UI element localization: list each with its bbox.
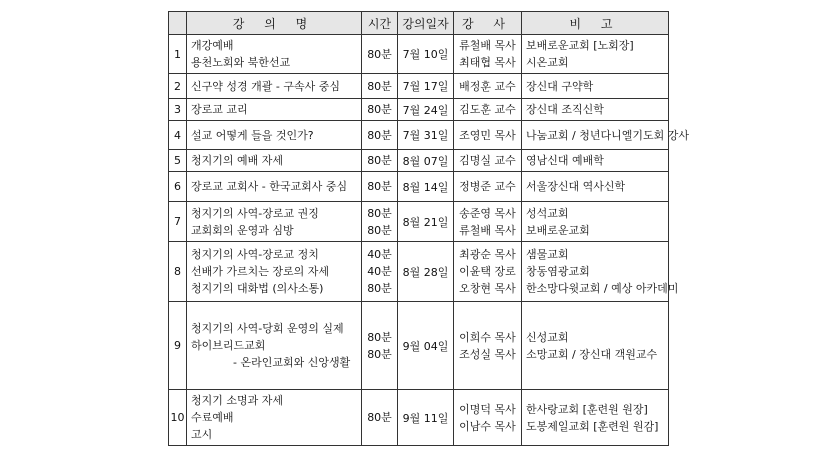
note-text-cell [522,35,669,74]
table-row [169,390,669,446]
lecture-time-cell [362,172,398,202]
lecturer-name: 류철배 목사 [459,223,516,237]
lecture-date: 8월 14일 [398,172,454,202]
lecture-time: 80분 [367,47,392,61]
note-text: 장신대 조직신학 [526,103,604,116]
lecture-time-cell [362,202,398,242]
lecture-title-cell [187,150,362,172]
row-number: 4 [169,121,187,150]
lecturer-name: 송준영 목사 [459,206,516,220]
lecture-time-cell [362,150,398,172]
lecturer-name-cell [454,99,522,121]
lecture-time-cell [362,242,398,302]
lecture-title: 설교 어떻게 들을 것인가? [191,128,314,142]
note-text: 한소망다윗교회 / 예상 아카데미 [526,282,679,295]
row-number: 6 [169,172,187,202]
table-row [169,242,669,302]
lecture-title: 수료예배 [191,411,234,424]
lecture-time: 40분 [367,265,392,278]
row-number: 8 [169,242,187,302]
lecturer-name: 이남수 목사 [459,419,516,433]
lecturer-name-cell [454,202,522,242]
lecture-time: 80분 [367,282,392,295]
lecture-time: 80분 [367,154,392,167]
lecturer-name: 최태협 목사 [459,56,516,69]
lecture-title: 교회회의 운영과 심방 [191,223,294,237]
lecturer-name: 조영민 목사 [459,128,516,142]
lecturer-name: 정병준 교수 [459,180,516,193]
lecture-title: 용천노회와 북한선교 [191,56,291,69]
lecture-time-cell [362,74,398,99]
lecture-time: 80분 [367,206,392,220]
lecture-title-cell [187,99,362,121]
header-lecturer: 강 사 [454,12,522,35]
lecture-date: 8월 07일 [398,150,454,172]
lecture-date: 8월 28일 [398,242,454,302]
lecturer-name: 배정훈 교수 [459,79,516,93]
lecture-title: 장로교 교회사 - 한국교회사 중심 [191,180,348,193]
lecture-title: 장로교 교리 [191,103,248,116]
lecture-time: 80분 [367,180,392,193]
table-row [169,202,669,242]
lecturer-name-cell [454,302,522,390]
lecture-time: 80분 [367,411,392,424]
note-text-cell [522,121,689,150]
lecture-date: 9월 11일 [398,390,454,446]
lecture-time: 80분 [367,103,392,116]
lecture-title: - 온라인교회와 신앙생활 [233,356,351,369]
note-text-cell [522,390,669,446]
note-text-cell [522,99,669,121]
table-row [169,99,669,121]
header-time: 시간 [362,12,398,35]
lecture-title: 청지기의 사역-장로교 정치 [191,248,319,261]
table-row [169,74,669,99]
schedule-table [168,11,689,446]
lecturer-name-cell [454,74,522,99]
header-date: 강의일자 [398,12,454,35]
note-text-cell [522,302,669,390]
note-text: 한사랑교회 [훈련원 원장] [526,402,648,416]
lecturer-name: 김도훈 교수 [459,103,516,116]
header-number [169,12,187,35]
lecture-title: 청지기의 사역-당회 운영의 실제 [191,322,344,335]
lecturer-name-cell [454,242,522,302]
lecture-title: 청지기의 사역-장로교 권징 [191,206,319,220]
lecture-time: 40분 [367,248,392,261]
lecture-title: 신구약 성경 개괄 - 구속사 중심 [191,79,340,93]
lecturer-name: 이희수 목사 [459,330,516,344]
lecture-date: 7월 24일 [398,99,454,121]
lecture-title: 청지기의 예배 자세 [191,154,284,167]
lecture-date: 7월 10일 [398,35,454,74]
lecturer-name: 이윤택 장로 [459,265,516,278]
note-text-cell [522,172,669,202]
note-text: 보배로운교회 [노회장] [526,39,634,52]
lecture-title-cell [187,390,362,446]
note-text-cell [522,242,679,302]
lecturer-name-cell [454,150,522,172]
lecture-title: 선배가 가르치는 장로의 자세 [191,265,330,278]
row-number: 7 [169,202,187,242]
lecturer-name-cell [454,121,522,150]
lecture-date: 8월 21일 [398,202,454,242]
lecture-title: 고시 [191,428,213,441]
note-text: 도봉제일교회 [훈련원 원감] [526,419,659,433]
lecture-time-cell [362,99,398,121]
lecture-title-cell [187,242,362,302]
lecturer-name-cell [454,172,522,202]
lecture-title: 청지기의 대화법 (의사소통) [191,282,324,295]
lecturer-name: 최광순 목사 [459,248,516,261]
row-number: 1 [169,35,187,74]
note-text: 서울장신대 역사신학 [526,180,626,193]
lecturer-name-cell [454,35,522,74]
lecture-title-cell [187,74,362,99]
lecture-date: 9월 04일 [398,302,454,390]
note-text: 샘물교회 [526,248,569,261]
lecturer-name: 조성실 목사 [459,347,516,361]
lecture-time-cell [362,35,398,74]
note-text: 장신대 구약학 [526,79,594,93]
lecturer-name: 김명실 교수 [459,154,516,167]
note-text-cell [522,150,669,172]
note-text: 소망교회 / 장신대 객원교수 [526,347,658,361]
lecture-time: 80분 [367,223,392,237]
row-number: 3 [169,99,187,121]
row-number: 5 [169,150,187,172]
note-text-cell [522,202,669,242]
lecture-time-cell [362,302,398,390]
row-number: 2 [169,74,187,99]
note-text: 성석교회 [526,206,569,220]
lecturer-name: 이명덕 목사 [459,402,516,416]
note-text: 나눔교회 / 청년다니엘기도회 강사 [526,128,689,142]
lecture-time-cell [362,121,398,150]
note-text: 시온교회 [526,56,569,69]
lecture-date: 7월 17일 [398,74,454,99]
lecture-title: 청지기 소명과 자세 [191,394,284,407]
lecture-title-cell [187,302,362,390]
lecture-time-cell [362,390,398,446]
lecture-title-cell [187,35,362,74]
lecture-title: 개강예배 [191,39,234,52]
lecture-time: 80분 [367,347,392,361]
header-lecture-title: 강 의 명 [187,12,362,35]
row-number: 10 [169,390,187,446]
row-number: 9 [169,302,187,390]
header-notes: 비 고 [522,12,669,35]
note-text: 영남신대 예배학 [526,154,604,167]
header-row [169,12,669,35]
note-text: 신성교회 [526,330,569,344]
lecture-time: 80분 [367,128,392,142]
lecture-date: 7월 31일 [398,121,454,150]
note-text: 보배로운교회 [526,223,590,237]
note-text: 창동염광교회 [526,265,590,278]
table-row [169,121,669,150]
table-row [169,150,669,172]
table-row [169,35,669,74]
note-text-cell [522,74,669,99]
lecturer-name: 오창현 목사 [459,282,516,295]
table-row [169,302,669,390]
lecture-title-cell [187,121,362,150]
lecturer-name: 류철배 목사 [459,39,516,52]
lecture-time: 80분 [367,79,392,93]
lecture-time: 80분 [367,330,392,344]
lecturer-name-cell [454,390,522,446]
lecture-title: 하이브리드교회 [191,339,266,352]
lecture-title-cell [187,172,362,202]
table-row [169,172,669,202]
lecture-title-cell [187,202,362,242]
